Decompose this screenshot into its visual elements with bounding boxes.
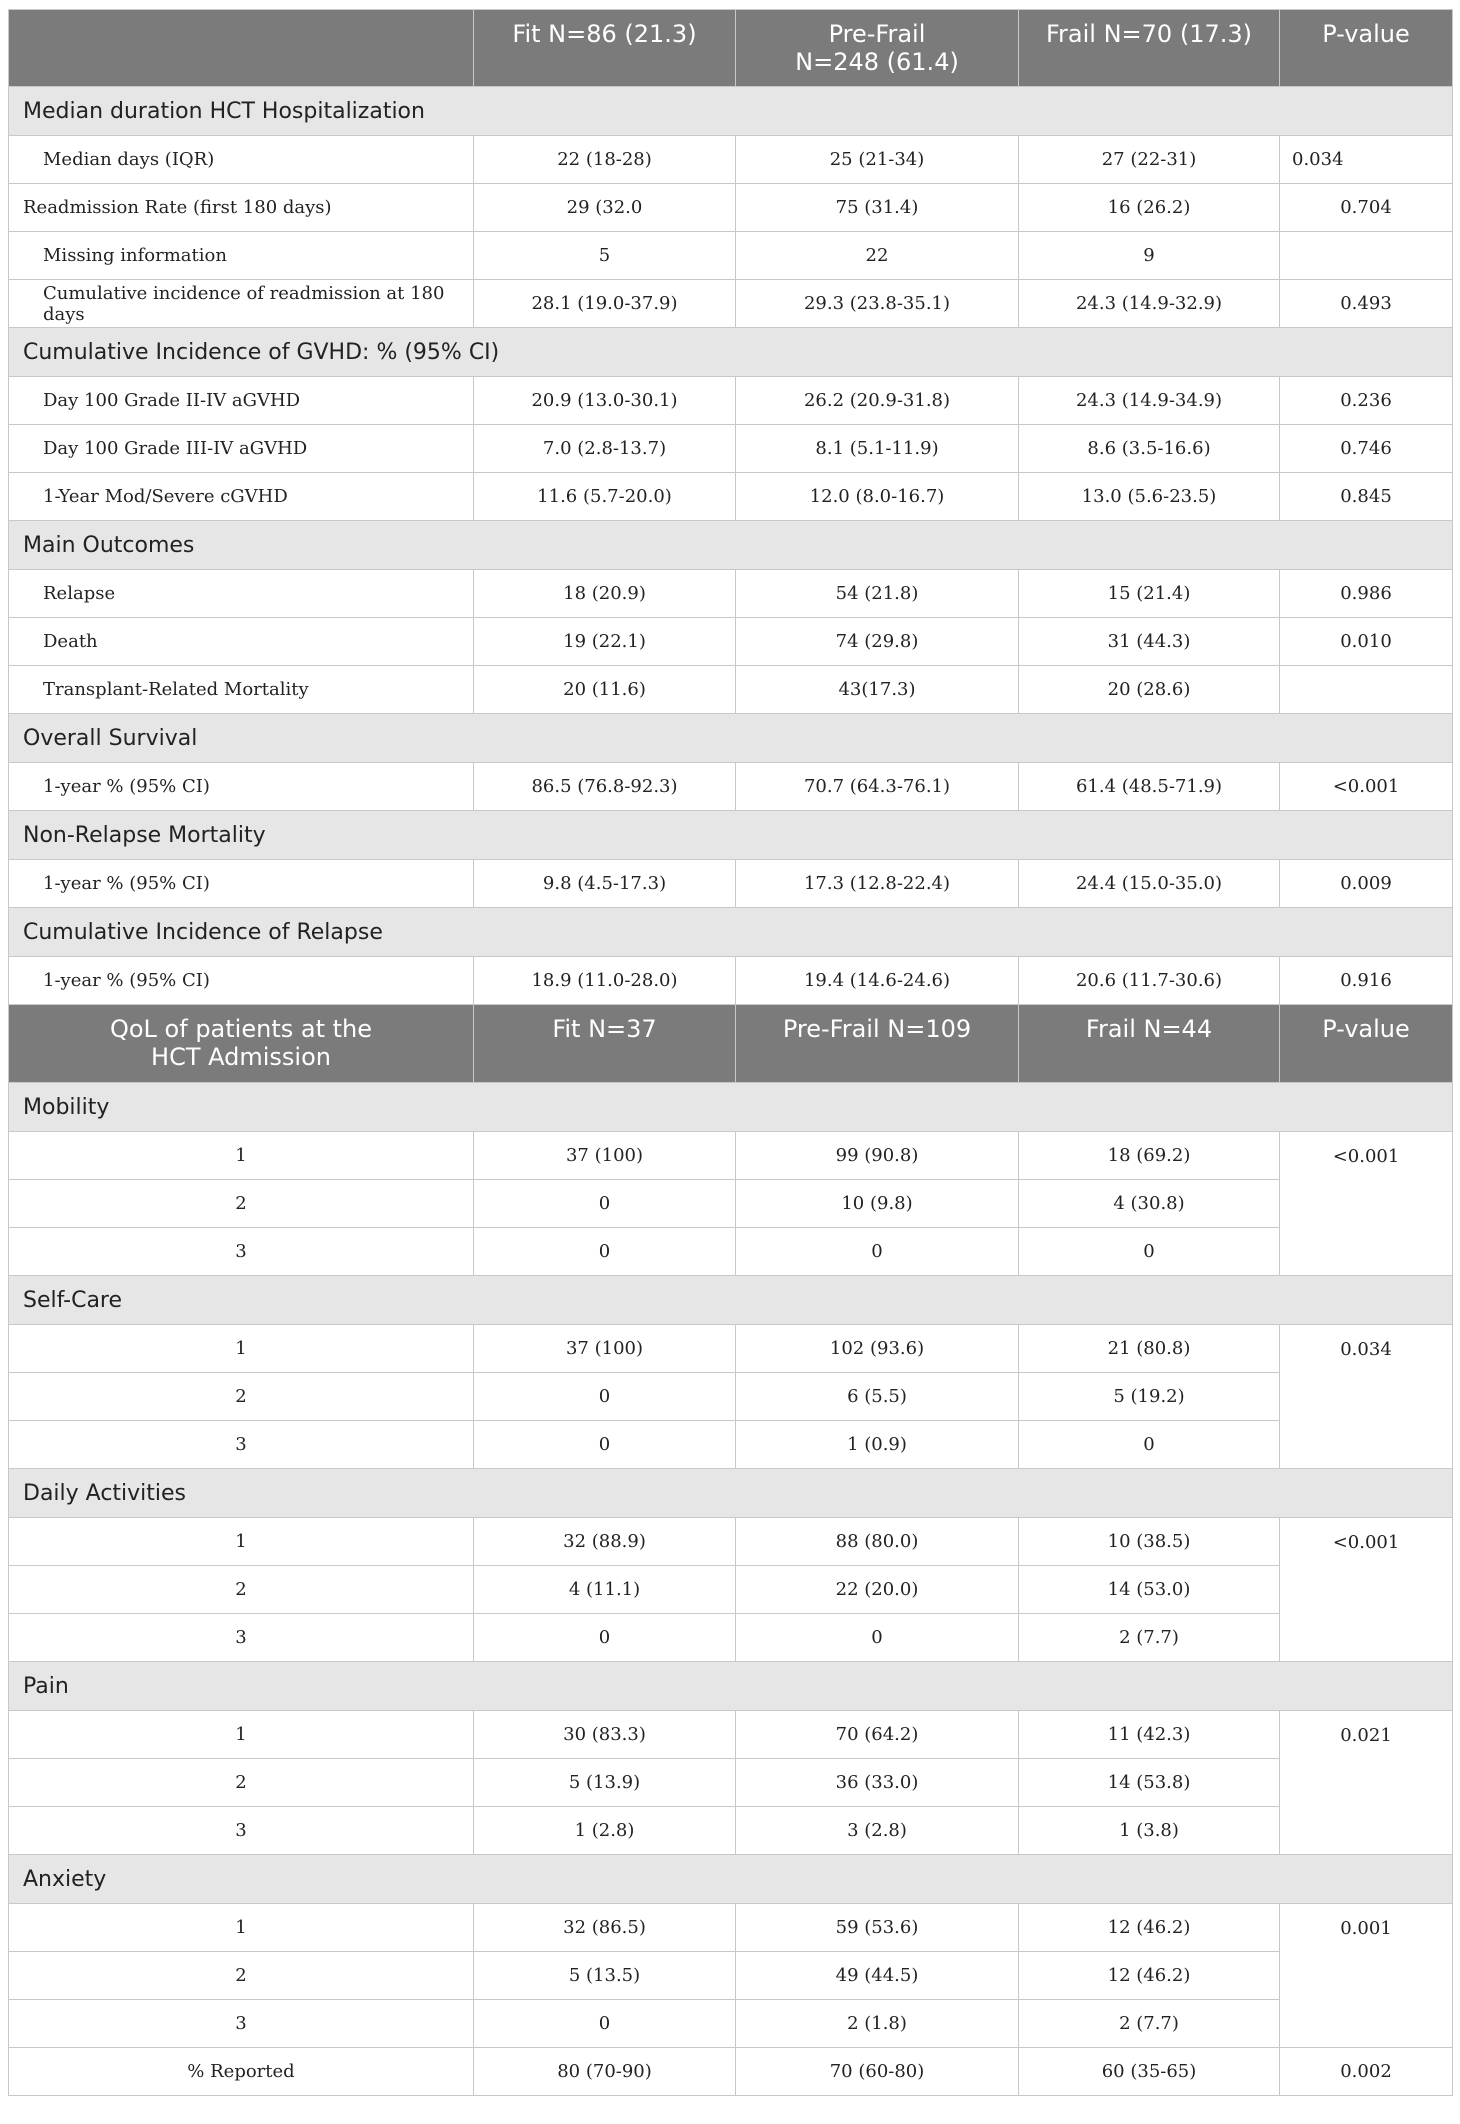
cell-fit: 28.1 (19.0-37.9) [474, 280, 736, 328]
table-row [9, 763, 1453, 811]
cell-fit: 18.9 (11.0-28.0) [474, 957, 736, 1005]
cell-frail: 24.3 (14.9-32.9) [1019, 280, 1280, 328]
cell-fit: 0 [474, 1614, 736, 1662]
cell-p-value [1280, 232, 1453, 280]
cell-pre-frail: 8.1 (5.1-11.9) [736, 425, 1019, 473]
cell-pre-frail: 10 (9.8) [736, 1180, 1019, 1228]
cell-p-value: 0.002 [1280, 2048, 1453, 2096]
cell-fit: 37 (100) [474, 1132, 736, 1180]
table-row [9, 184, 1453, 232]
cell-p-value: 0.493 [1280, 280, 1453, 328]
row-label: Median days (IQR) [9, 136, 474, 184]
cell-fit: 86.5 (76.8-92.3) [474, 763, 736, 811]
cell-pre-frail: 25 (21-34) [736, 136, 1019, 184]
table-row [9, 425, 1453, 473]
cell-p-value: 0.021 [1280, 1711, 1453, 1855]
row-label: 2 [9, 1566, 474, 1614]
cell-p-value: 0.009 [1280, 860, 1453, 908]
section-title-relapse-incidence: Cumulative Incidence of Relapse [9, 908, 1453, 957]
cell-p-value [1280, 666, 1453, 714]
cell-pre-frail: 99 (90.8) [736, 1132, 1019, 1180]
row-label: Relapse [9, 570, 474, 618]
cell-pre-frail: 26.2 (20.9-31.8) [736, 377, 1019, 425]
cell-fit: 0 [474, 1373, 736, 1421]
row-label: 1 [9, 1518, 474, 1566]
table-row [9, 1904, 1453, 1952]
cell-frail: 21 (80.8) [1019, 1325, 1280, 1373]
cell-fit: 4 (11.1) [474, 1566, 736, 1614]
section-row [9, 1662, 1453, 1711]
row-label: 1-year % (95% CI) [9, 763, 474, 811]
cell-p-value: 0.236 [1280, 377, 1453, 425]
row-label: 2 [9, 1952, 474, 2000]
header-p-value: P-value [1280, 10, 1453, 87]
cell-pre-frail: 43(17.3) [736, 666, 1019, 714]
cell-p-value: 0.916 [1280, 957, 1453, 1005]
row-label: 1 [9, 1132, 474, 1180]
cell-frail: 12 (46.2) [1019, 1952, 1280, 2000]
table-row [9, 1132, 1453, 1180]
row-label: Day 100 Grade III-IV aGVHD [9, 425, 474, 473]
cell-frail: 27 (22-31) [1019, 136, 1280, 184]
cell-pre-frail: 12.0 (8.0-16.7) [736, 473, 1019, 521]
cell-fit: 19 (22.1) [474, 618, 736, 666]
cell-frail: 8.6 (3.5-16.6) [1019, 425, 1280, 473]
cell-pre-frail: 36 (33.0) [736, 1759, 1019, 1807]
section-row [9, 521, 1453, 570]
section-title-gvhd: Cumulative Incidence of GVHD: % (95% CI) [9, 328, 1453, 377]
cell-frail: 11 (42.3) [1019, 1711, 1280, 1759]
cell-frail: 61.4 (48.5-71.9) [1019, 763, 1280, 811]
results-table [8, 9, 1453, 2096]
section-title-main-outcomes: Main Outcomes [9, 521, 1453, 570]
section-row [9, 908, 1453, 957]
cell-p-value: 0.001 [1280, 1904, 1453, 2048]
cell-fit: 18 (20.9) [474, 570, 736, 618]
cell-fit: 5 (13.9) [474, 1759, 736, 1807]
section-row [9, 1469, 1453, 1518]
row-label: 3 [9, 1421, 474, 1469]
cell-fit: 22 (18-28) [474, 136, 736, 184]
cell-frail: 31 (44.3) [1019, 618, 1280, 666]
cell-frail: 13.0 (5.6-23.5) [1019, 473, 1280, 521]
cell-frail: 18 (69.2) [1019, 1132, 1280, 1180]
row-label: 3 [9, 1614, 474, 1662]
cell-fit: 1 (2.8) [474, 1807, 736, 1855]
cell-fit: 32 (88.9) [474, 1518, 736, 1566]
table-row [9, 1614, 1453, 1662]
cell-pre-frail: 102 (93.6) [736, 1325, 1019, 1373]
cell-pre-frail: 17.3 (12.8-22.4) [736, 860, 1019, 908]
row-label: % Reported [9, 2048, 474, 2096]
row-label: 1-year % (95% CI) [9, 860, 474, 908]
cell-fit: 5 [474, 232, 736, 280]
row-label: Cumulative incidence of readmission at 180 days [9, 280, 474, 328]
cell-frail: 20.6 (11.7-30.6) [1019, 957, 1280, 1005]
header-fit: Fit N=37 [474, 1005, 736, 1083]
header-frail: Frail N=70 (17.3) [1019, 10, 1280, 87]
row-label: 1 [9, 1904, 474, 1952]
row-label: 3 [9, 1228, 474, 1276]
header-cell-blank [9, 10, 474, 87]
section-row [9, 328, 1453, 377]
cell-p-value: <0.001 [1280, 763, 1453, 811]
cell-fit: 0 [474, 1421, 736, 1469]
row-label: Readmission Rate (first 180 days) [9, 184, 474, 232]
row-label: 1-year % (95% CI) [9, 957, 474, 1005]
cell-fit: 0 [474, 1180, 736, 1228]
cell-p-value: 0.034 [1280, 136, 1453, 184]
section-row [9, 714, 1453, 763]
cell-frail: 14 (53.8) [1019, 1759, 1280, 1807]
cell-pre-frail: 22 [736, 232, 1019, 280]
section-title-daily-activities: Daily Activities [9, 1469, 1453, 1518]
section-row [9, 87, 1453, 136]
cell-p-value: <0.001 [1280, 1132, 1453, 1276]
reported-row [9, 2048, 1453, 2096]
cell-frail: 9 [1019, 232, 1280, 280]
cell-pre-frail: 0 [736, 1228, 1019, 1276]
cell-fit: 5 (13.5) [474, 1952, 736, 2000]
cell-fit: 32 (86.5) [474, 1904, 736, 1952]
cell-pre-frail: 19.4 (14.6-24.6) [736, 957, 1019, 1005]
cell-pre-frail: 74 (29.8) [736, 618, 1019, 666]
section-title-pain: Pain [9, 1662, 1453, 1711]
cell-frail: 12 (46.2) [1019, 1904, 1280, 1952]
row-label: Day 100 Grade II-IV aGVHD [9, 377, 474, 425]
row-label: 2 [9, 1373, 474, 1421]
cell-pre-frail: 3 (2.8) [736, 1807, 1019, 1855]
section-row [9, 1083, 1453, 1132]
table-row [9, 570, 1453, 618]
cell-p-value: <0.001 [1280, 1518, 1453, 1662]
header-p-value: P-value [1280, 1005, 1453, 1083]
table-row [9, 1325, 1453, 1373]
cell-p-value: 0.704 [1280, 184, 1453, 232]
cell-frail: 24.3 (14.9-34.9) [1019, 377, 1280, 425]
cell-frail: 20 (28.6) [1019, 666, 1280, 714]
cell-pre-frail: 70 (64.2) [736, 1711, 1019, 1759]
header-frail: Frail N=44 [1019, 1005, 1280, 1083]
cell-frail: 0 [1019, 1421, 1280, 1469]
table-row [9, 1807, 1453, 1855]
table-row [9, 136, 1453, 184]
cell-pre-frail: 75 (31.4) [736, 184, 1019, 232]
cell-pre-frail: 54 (21.8) [736, 570, 1019, 618]
cell-fit: 9.8 (4.5-17.3) [474, 860, 736, 908]
cell-frail: 15 (21.4) [1019, 570, 1280, 618]
table-row [9, 1421, 1453, 1469]
cell-p-value: 0.034 [1280, 1325, 1453, 1469]
table-row [9, 1373, 1453, 1421]
section-title-overall-survival: Overall Survival [9, 714, 1453, 763]
header-fit: Fit N=86 (21.3) [474, 10, 736, 87]
cell-pre-frail: 29.3 (23.8-35.1) [736, 280, 1019, 328]
cell-pre-frail: 0 [736, 1614, 1019, 1662]
cell-frail: 0 [1019, 1228, 1280, 1276]
results-table-container [8, 9, 1452, 2096]
cell-fit: 11.6 (5.7-20.0) [474, 473, 736, 521]
cell-pre-frail: 6 (5.5) [736, 1373, 1019, 1421]
cell-pre-frail: 2 (1.8) [736, 2000, 1019, 2048]
table-row [9, 1566, 1453, 1614]
cell-fit: 30 (83.3) [474, 1711, 736, 1759]
row-label: 1 [9, 1711, 474, 1759]
cell-frail: 2 (7.7) [1019, 2000, 1280, 2048]
cell-p-value: 0.986 [1280, 570, 1453, 618]
section-row [9, 811, 1453, 860]
section-title-anxiety: Anxiety [9, 1855, 1453, 1904]
table-row [9, 377, 1453, 425]
table-row [9, 2000, 1453, 2048]
section-title-non-relapse-mortality: Non-Relapse Mortality [9, 811, 1453, 860]
cell-fit: 0 [474, 2000, 736, 2048]
cell-p-value: 0.010 [1280, 618, 1453, 666]
table-row [9, 1228, 1453, 1276]
cell-pre-frail: 1 (0.9) [736, 1421, 1019, 1469]
section-row [9, 1855, 1453, 1904]
qol-header-row [9, 1005, 1453, 1083]
table-row [9, 1518, 1453, 1566]
row-label: 2 [9, 1759, 474, 1807]
cell-pre-frail: 88 (80.0) [736, 1518, 1019, 1566]
cell-frail: 4 (30.8) [1019, 1180, 1280, 1228]
section-title-mobility: Mobility [9, 1083, 1453, 1132]
cell-pre-frail: 49 (44.5) [736, 1952, 1019, 2000]
table-row [9, 232, 1453, 280]
row-label: Transplant-Related Mortality [9, 666, 474, 714]
header-pre-frail: Pre-Frail N=248 (61.4) [736, 10, 1019, 87]
table-row [9, 280, 1453, 328]
table-header-row [9, 10, 1453, 87]
table-row [9, 1180, 1453, 1228]
table-row [9, 1952, 1453, 2000]
cell-fit: 37 (100) [474, 1325, 736, 1373]
table-row [9, 957, 1453, 1005]
row-label: Missing information [9, 232, 474, 280]
cell-pre-frail: 70.7 (64.3-76.1) [736, 763, 1019, 811]
cell-fit: 0 [474, 1228, 736, 1276]
cell-pre-frail: 22 (20.0) [736, 1566, 1019, 1614]
cell-fit: 7.0 (2.8-13.7) [474, 425, 736, 473]
cell-frail: 60 (35-65) [1019, 2048, 1280, 2096]
table-row [9, 473, 1453, 521]
table-row [9, 666, 1453, 714]
cell-fit: 20 (11.6) [474, 666, 736, 714]
section-row [9, 1276, 1453, 1325]
row-label: 3 [9, 2000, 474, 2048]
cell-p-value: 0.746 [1280, 425, 1453, 473]
header-qol: QoL of patients at the HCT Admission [9, 1005, 474, 1083]
cell-pre-frail: 70 (60-80) [736, 2048, 1019, 2096]
table-row [9, 860, 1453, 908]
cell-frail: 14 (53.0) [1019, 1566, 1280, 1614]
row-label: 2 [9, 1180, 474, 1228]
row-label: 3 [9, 1807, 474, 1855]
cell-fit: 80 (70-90) [474, 2048, 736, 2096]
row-label: Death [9, 618, 474, 666]
cell-frail: 24.4 (15.0-35.0) [1019, 860, 1280, 908]
section-title-hospitalization: Median duration HCT Hospitalization [9, 87, 1453, 136]
table-row [9, 618, 1453, 666]
cell-frail: 5 (19.2) [1019, 1373, 1280, 1421]
cell-pre-frail: 59 (53.6) [736, 1904, 1019, 1952]
cell-fit: 20.9 (13.0-30.1) [474, 377, 736, 425]
cell-frail: 2 (7.7) [1019, 1614, 1280, 1662]
table-row [9, 1759, 1453, 1807]
section-title-self-care: Self-Care [9, 1276, 1453, 1325]
cell-frail: 1 (3.8) [1019, 1807, 1280, 1855]
cell-p-value: 0.845 [1280, 473, 1453, 521]
header-pre-frail: Pre-Frail N=109 [736, 1005, 1019, 1083]
table-row [9, 1711, 1453, 1759]
row-label: 1 [9, 1325, 474, 1373]
cell-frail: 16 (26.2) [1019, 184, 1280, 232]
cell-frail: 10 (38.5) [1019, 1518, 1280, 1566]
cell-fit: 29 (32.0 [474, 184, 736, 232]
row-label: 1-Year Mod/Severe cGVHD [9, 473, 474, 521]
